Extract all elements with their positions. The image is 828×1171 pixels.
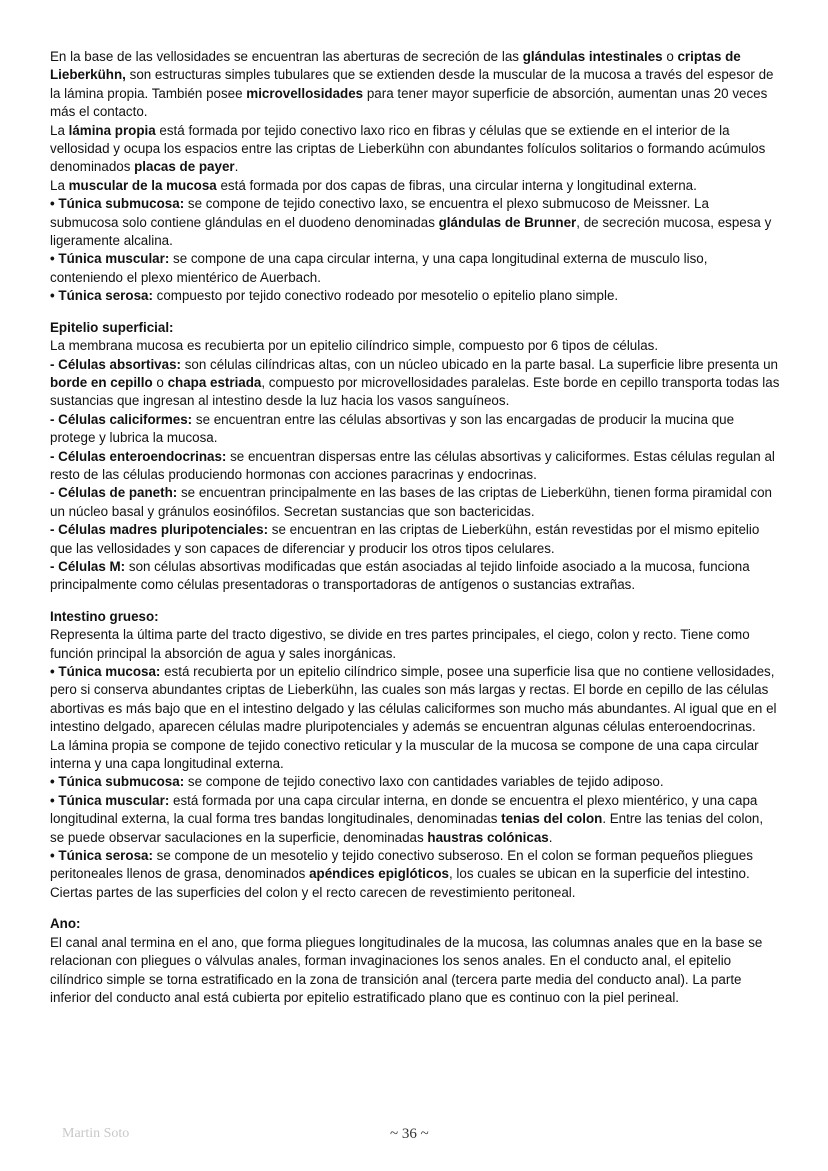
- paragraph: [50, 287, 780, 305]
- text-run: Representa la última parte del tracto digestivo, se divide en tres partes principales, el ciego, colon y recto. Tiene como función principal la absorción de agua y sales inorgánicas.: [50, 627, 750, 661]
- text-run: para tener mayor superficie de absorción, aumentan unas 20 veces más el contacto.: [50, 85, 768, 120]
- paragraph: [50, 319, 780, 337]
- text-run: se compone de un mesotelio y tejido conectivo subseroso. En el colon se forman pequeños pliegues peritoneales llenos de grasa, denominados: [50, 848, 753, 882]
- text-run: son células cilíndricas altas, con un núcleo ubicado en la parte basal. La superficie libre presenta un: [180, 356, 778, 372]
- bold-text: glándulas de Brunner: [438, 214, 577, 230]
- bold-text: - Células M:: [50, 558, 126, 574]
- paragraph: [50, 484, 780, 521]
- bold-text: placas de payer: [134, 159, 235, 175]
- paragraph: [50, 558, 780, 595]
- bold-text: - Células madres pluripotenciales:: [50, 522, 269, 538]
- paragraph: [50, 792, 780, 847]
- footer-author: Martin Soto: [62, 1126, 130, 1141]
- bold-text: Epitelio superficial:: [50, 319, 174, 335]
- bold-text: borde en cepillo: [50, 374, 153, 390]
- bold-text: glándulas intestinales: [522, 49, 663, 64]
- bold-text: - Células caliciformes:: [50, 411, 193, 427]
- text-run: se compone de tejido conectivo laxo, se encuentra el plexo submucoso de Meissner. La submucosa solo contiene glándulas en el duodeno denominadas: [50, 196, 709, 230]
- bold-text: Intestino grueso:: [50, 608, 159, 624]
- paragraph: [50, 122, 780, 177]
- text-run: o: [662, 49, 678, 64]
- text-run: .: [234, 159, 239, 175]
- paragraph: [50, 934, 780, 1008]
- paragraph: [50, 48, 780, 122]
- bold-text: • Túnica muscular:: [50, 251, 170, 267]
- paragraph: [50, 177, 780, 195]
- text-run: está formada por tejido conectivo laxo rico en fibras y células que se extiende en el interior de la vellosidad y ocupa los espacios entre las criptas de Lieberkühn con abundantes folículos solitarios o formando acúmulos denominados: [50, 122, 766, 175]
- text-run: La lámina propia se compone de tejido conectivo reticular y la muscular de la mucosa se compone de una capa circular interna y una capa longitudinal externa.: [50, 737, 759, 772]
- bold-text: lámina propia: [68, 122, 156, 138]
- text-run: El canal anal termina en el ano, que forma pliegues longitudinales de la mucosa, las columnas anales que en la base se relacionan con pliegues o válvulas anales, forman invaginaciones los senos anales. En el conducto anal, el epitelio cilíndrico simple se torna estratificado en la zona de transición anal (tercera parte media del conducto anal). La parte inferior del conducto anal está cubierta por epitelio estratificado plano que es continuo con la piel perineal.: [50, 934, 763, 1005]
- paragraph: [50, 250, 780, 287]
- paragraph-gap: [50, 595, 780, 608]
- paragraph: [50, 337, 780, 355]
- text-run: En la base de las vellosidades se encuentran las aberturas de secreción de las: [50, 49, 523, 64]
- text-run: se encuentran entre las células absortivas y son las encargadas de producir la mucina que protege y lubrica la mucosa.: [50, 411, 735, 446]
- bold-text: criptas de Lieberkühn,: [50, 49, 741, 83]
- paragraph: [50, 448, 780, 485]
- text-run: La: [50, 177, 69, 193]
- paragraph: [50, 626, 780, 663]
- paragraph: [50, 411, 780, 448]
- text-run: , compuesto por microvellosidades paralelas. Este borde en cepillo transporta todas las sustancias que ingresan al intestino desde la luz hacia los vasos sanguíneos.: [50, 374, 780, 409]
- bold-text: - Células enteroendocrinas:: [50, 448, 227, 464]
- text-run: son estructuras simples tubulares que se extienden desde la muscular de la mucosa a través del espesor de la lámina propia. También posee: [50, 67, 774, 101]
- paragraph-gap: [50, 902, 780, 915]
- text-run: compuesto por tejido conectivo rodeado por mesotelio o epitelio plano simple.: [152, 288, 619, 304]
- bold-text: - Células absortivas:: [50, 356, 181, 372]
- bold-text: haustras colónicas: [427, 829, 549, 845]
- text-run: La: [50, 122, 69, 138]
- paragraph: [50, 195, 780, 250]
- bold-text: muscular de la mucosa: [68, 177, 217, 193]
- text-run: , los cuales se ubican en la superficie del intestino. Ciertas partes de las superficies del colon y el recto carecen de revestimiento peritoneal.: [50, 866, 750, 900]
- bold-text: microvellosidades: [246, 85, 364, 101]
- text-run: .: [548, 829, 553, 845]
- bold-text: • Túnica mucosa:: [50, 664, 161, 679]
- paragraph: [50, 356, 780, 411]
- text-run: son células absortivas modificadas que están asociadas al tejido linfoide asociado a la mucosa, funciona principalmente como células presentadoras o transportadoras de antígenos o sustancias extrañas.: [50, 558, 750, 593]
- bold-text: tenias del colon: [501, 811, 603, 827]
- page-number: ~ 36 ~: [390, 1126, 429, 1142]
- paragraph: [50, 663, 780, 737]
- text-run: se compone de una capa circular interna, y una capa longitudinal externa de musculo liso, conteniendo el plexo mientérico de Auerbach.: [50, 251, 708, 285]
- bold-text: • Túnica serosa:: [50, 288, 153, 304]
- paragraph: [50, 608, 780, 626]
- paragraph: [50, 773, 780, 791]
- bold-text: chapa estriada: [167, 374, 262, 390]
- bold-text: • Túnica submucosa:: [50, 774, 185, 790]
- text-run: se encuentran principalmente en las bases de las criptas de Lieberkühn, tienen forma piramidal con un núcleo basal y gránulos eosinófilos. Secretan sustancias que son bactericidas.: [50, 485, 772, 519]
- bold-text: - Células de paneth:: [50, 485, 178, 501]
- paragraph: [50, 915, 780, 933]
- text-run: La membrana mucosa es recubierta por un epitelio cilíndrico simple, compuesto por 6 tipos de células.: [50, 338, 659, 354]
- bold-text: • Túnica muscular:: [50, 792, 170, 808]
- text-run: está formada por una capa circular interna, en donde se encuentra el plexo mientérico, y una capa longitudinal externa, la cual forma tres bandas longitudinales, denominadas: [50, 792, 758, 827]
- bold-text: • Túnica serosa:: [50, 848, 153, 864]
- text-run: se encuentran dispersas entre las células absortivas y caliciformes. Estas células regulan al resto de las células produciendo hormonas con acciones paracrinas y endocrinas.: [50, 448, 775, 482]
- bold-text: apéndices epiglóticos: [309, 866, 449, 882]
- paragraph: [50, 521, 780, 558]
- text-run: está recubierta por un epitelio cilíndrico simple, posee una superficie lisa que no contiene vellosidades, pero si conserva abundantes criptas de Lieberkühn, las cuales son más largas y rectas. El borde en cepillo de las células abortivas es más bajo que en el intestino delgado y las células caliciformes son mucho más abundantes. Al igual que en el intestino delgado, aparecen células madre pluripotenciales y además se encuentran algunas células enteroendocrinas.: [50, 664, 777, 735]
- text-run: . Entre las tenias del colon, se puede observar saculaciones en la superficie, denominadas: [50, 811, 764, 845]
- text-run: se encuentran en las criptas de Lieberkühn, están revestidas por el mismo epitelio que las vellosidades y son capaces de diferenciar y producir los otros tipos celulares.: [50, 522, 760, 556]
- text-run: o: [152, 374, 168, 390]
- page-body: [50, 48, 780, 1007]
- paragraph: [50, 847, 780, 902]
- text-run: se compone de tejido conectivo laxo con cantidades variables de tejido adiposo.: [184, 774, 664, 790]
- text-run: está formada por dos capas de fibras, una circular interna y longitudinal externa.: [216, 177, 697, 193]
- bold-text: • Túnica submucosa:: [50, 196, 185, 212]
- paragraph: [50, 737, 780, 774]
- bold-text: Ano:: [50, 916, 81, 932]
- paragraph-gap: [50, 306, 780, 319]
- text-run: , de secreción mucosa, espesa y ligeramente alcalina.: [50, 214, 772, 249]
